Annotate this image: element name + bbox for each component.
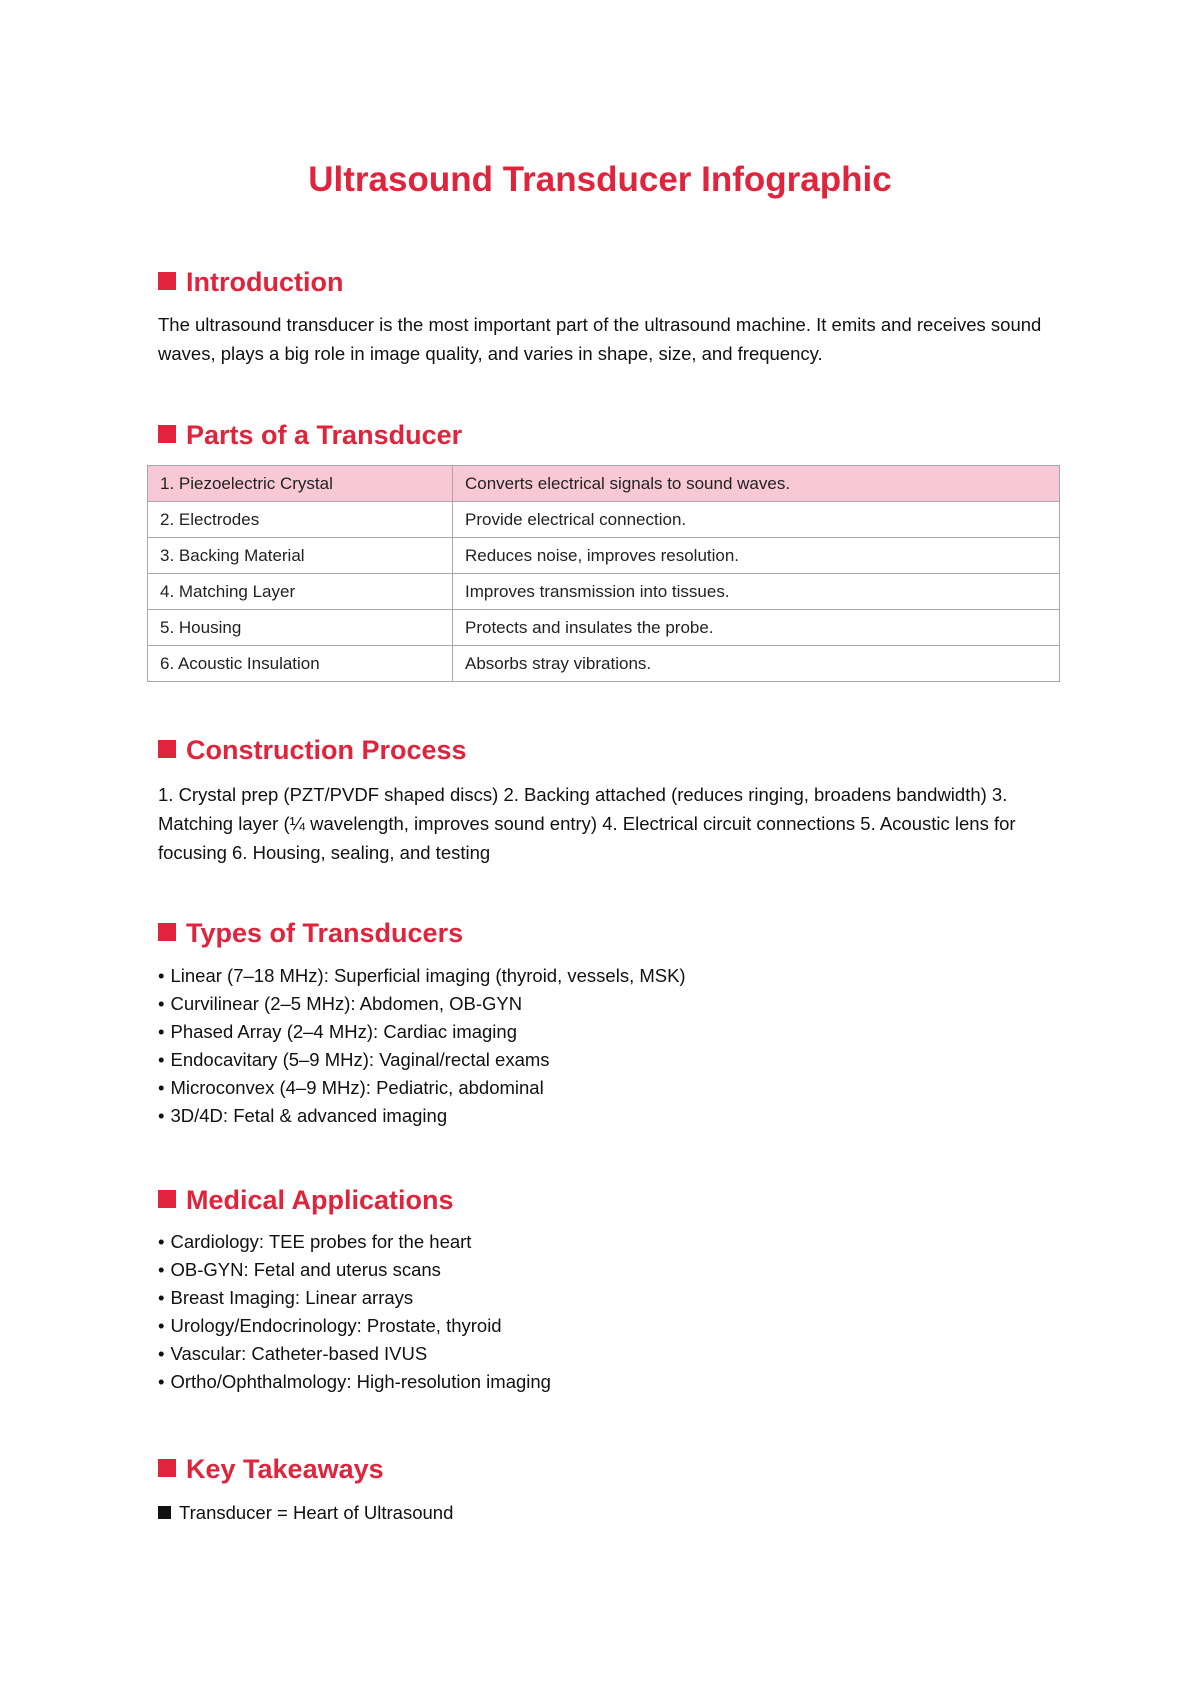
square-bullet-icon bbox=[158, 425, 176, 443]
table-row bbox=[148, 574, 1060, 610]
table-cell-description: Converts electrical signals to sound waves. bbox=[453, 466, 1060, 502]
parts-table bbox=[147, 465, 1060, 682]
types-list bbox=[158, 962, 686, 1130]
list-item: • Linear (7–18 MHz): Superficial imaging (thyroid, vessels, MSK) bbox=[158, 962, 686, 990]
table-cell-part: 1. Piezoelectric Crystal bbox=[148, 466, 453, 502]
takeaway-item bbox=[158, 1499, 453, 1527]
introduction-text: The ultrasound transducer is the most important part of the ultrasound machine. It emits and receives sound waves, plays a big role in image quality, and varies in shape, size, and frequency. bbox=[158, 314, 1042, 364]
section-heading-label: Introduction bbox=[186, 267, 344, 297]
list-item: • Cardiology: TEE probes for the heart bbox=[158, 1228, 551, 1256]
table-cell-part: 3. Backing Material bbox=[148, 538, 453, 574]
list-item: • Vascular: Catheter-based IVUS bbox=[158, 1340, 551, 1368]
list-item: • Endocavitary (5–9 MHz): Vaginal/rectal exams bbox=[158, 1046, 686, 1074]
table-cell-description: Provide electrical connection. bbox=[453, 502, 1060, 538]
list-item: • OB-GYN: Fetal and uterus scans bbox=[158, 1256, 551, 1284]
page-title: Ultrasound Transducer Infographic bbox=[308, 160, 892, 199]
square-bullet-icon bbox=[158, 1459, 176, 1477]
table-cell-part: 5. Housing bbox=[148, 610, 453, 646]
list-item: • 3D/4D: Fetal & advanced imaging bbox=[158, 1102, 686, 1130]
section-heading-parts bbox=[158, 418, 462, 452]
table-row bbox=[148, 466, 1060, 502]
section-heading-label: Medical Applications bbox=[186, 1185, 454, 1215]
table-row bbox=[148, 538, 1060, 574]
construction-text: 1. Crystal prep (PZT/PVDF shaped discs) 2. Backing attached (reduces ringing, broadens bandwidth) 3. Matching layer (¼ wavelength, improves sound entry) 4. Electrical circuit connections 5. Acoustic lens for focusing 6. Housing, sealing, and testing bbox=[158, 784, 1016, 863]
table-cell-description: Protects and insulates the probe. bbox=[453, 610, 1060, 646]
table-cell-description: Improves transmission into tissues. bbox=[453, 574, 1060, 610]
list-item: • Microconvex (4–9 MHz): Pediatric, abdominal bbox=[158, 1074, 686, 1102]
list-item: • Phased Array (2–4 MHz): Cardiac imaging bbox=[158, 1018, 686, 1046]
square-bullet-icon bbox=[158, 272, 176, 290]
section-heading-label: Construction Process bbox=[186, 735, 467, 765]
list-item: • Breast Imaging: Linear arrays bbox=[158, 1284, 551, 1312]
list-item: • Curvilinear (2–5 MHz): Abdomen, OB-GYN bbox=[158, 990, 686, 1018]
table-row bbox=[148, 646, 1060, 682]
section-heading-label: Parts of a Transducer bbox=[186, 420, 463, 450]
square-bullet-icon bbox=[158, 923, 176, 941]
square-bullet-icon bbox=[158, 1190, 176, 1208]
list-item: • Ortho/Ophthalmology: High-resolution imaging bbox=[158, 1368, 551, 1396]
table-cell-part: 2. Electrodes bbox=[148, 502, 453, 538]
takeaway-label: Transducer = Heart of Ultrasound bbox=[179, 1502, 454, 1523]
table-cell-part: 4. Matching Layer bbox=[148, 574, 453, 610]
section-heading-types bbox=[158, 916, 463, 950]
section-heading-introduction bbox=[158, 265, 343, 299]
table-cell-description: Reduces noise, improves resolution. bbox=[453, 538, 1060, 574]
section-heading-takeaways bbox=[158, 1452, 384, 1486]
section-heading-construction bbox=[158, 733, 467, 767]
section-heading-applications bbox=[158, 1183, 454, 1217]
square-bullet-icon bbox=[158, 740, 176, 758]
applications-list bbox=[158, 1228, 551, 1396]
list-item: • Urology/Endocrinology: Prostate, thyroid bbox=[158, 1312, 551, 1340]
table-cell-description: Absorbs stray vibrations. bbox=[453, 646, 1060, 682]
table-row bbox=[148, 502, 1060, 538]
table-row bbox=[148, 610, 1060, 646]
section-heading-label: Types of Transducers bbox=[186, 918, 464, 948]
black-square-icon bbox=[158, 1506, 171, 1519]
table-cell-part: 6. Acoustic Insulation bbox=[148, 646, 453, 682]
section-heading-label: Key Takeaways bbox=[186, 1454, 384, 1484]
